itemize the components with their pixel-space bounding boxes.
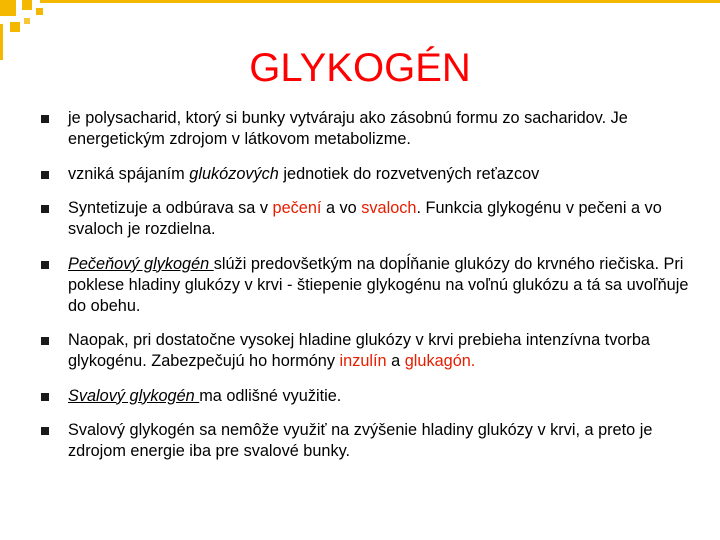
square-bullet-icon <box>41 261 49 269</box>
list-item: Naopak, pri dostatočne vysokej hladine glukózy v krvi prebieha intenzívna tvorba glykogénu. Zabezpečujú ho hormóny inzulín a glukagón. <box>40 330 700 372</box>
list-item: vzniká spájaním glukózových jednotiek do rozvetvených reťazcov <box>40 164 700 185</box>
list-item: Svalový glykogén sa nemôže využiť na zvýšenie hladiny glukózy v krvi, a preto je zdrojom energie iba pre svalové bunky. <box>40 420 700 462</box>
list-item: Svalový glykogén ma odlišné využitie. <box>40 386 700 407</box>
square-bullet-icon <box>41 427 49 435</box>
square-bullet-icon <box>41 205 49 213</box>
square-bullet-icon <box>41 393 49 401</box>
square-bullet-icon <box>41 115 49 123</box>
square-bullet-icon <box>41 171 49 179</box>
list-item: Pečeňový glykogén slúži predovšetkým na dopĺňanie glukózy do krvného riečiska. Pri poklese hladiny glukózy v krvi - štiepenie glykogénu na voľnú glukózu a tá sa uvoľňuje do obehu. <box>40 254 700 317</box>
list-item: Syntetizuje a odbúrava sa v pečení a vo svaloch. Funkcia glykogénu v pečeni a vo svaloch je rozdielna. <box>40 198 700 240</box>
square-bullet-icon <box>41 337 49 345</box>
list-item: je polysacharid, ktorý si bunky vytváraju ako zásobnú formu zo sacharidov. Je energetickým zdrojom v látkovom metabolizme. <box>40 108 700 150</box>
bullet-list <box>40 108 700 476</box>
page-title: GLYKOGÉN <box>249 46 471 90</box>
